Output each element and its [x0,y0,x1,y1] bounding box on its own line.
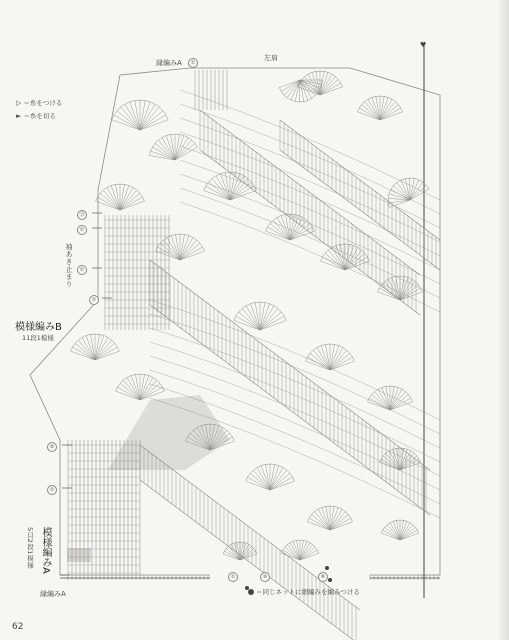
fan-stitch [114,115,140,130]
fan-stitch [400,459,419,470]
fan-stitch [381,459,400,470]
fan-stitch [309,518,330,530]
chain-loop [180,188,440,298]
fan-stitch [270,477,293,490]
row-mark-mid-b: ① [77,225,87,235]
fan-stitch [400,530,417,540]
row-mark-mid-a: ⑬ [77,210,87,220]
open-triangle-icon: ▷ [16,99,22,107]
fan-stitch [140,115,166,130]
fan-stitch [284,80,300,95]
page-number: 62 [12,622,24,632]
fan-stitch [330,357,353,370]
fan-stitch [380,108,401,120]
fan-stitch [236,316,260,330]
armhole-label: 袖あき止まり [65,243,73,288]
fan-stitch [180,247,203,260]
row-mark-top-left: ① [188,58,198,68]
fan-stitch [388,200,410,203]
chain-loop [180,118,440,228]
fan-stitch [117,387,140,400]
fan-stitch [322,257,345,270]
filled-triangle-icon: ► [16,112,22,120]
row-mark-bottom-a: ① [228,572,238,582]
fan-stitch [175,147,198,160]
join-dot [325,566,329,570]
heart-icon: ♥ [420,41,427,49]
join-dot [328,578,332,582]
fan-stitch [359,108,380,120]
fan-stitch [290,227,313,240]
pattern-a-vertical-subtitle: 5目2段1模様 [26,527,34,569]
pattern-b-title: 模様編みB [15,322,62,333]
row-mark-low-c: ① [47,485,57,495]
fan-stitch [267,227,290,240]
fan-stitch [224,551,240,560]
row-mark-mid-c: ① [77,265,87,275]
fan-stitch [120,197,143,210]
row-mark-bottom-b: ⑩ [260,572,270,582]
band-edge [140,480,360,640]
left-shoulder-label: 左肩 [264,54,278,62]
pattern-b-subtitle: 11段1模様 [22,334,54,342]
chain-loop [180,146,440,256]
bottom-note: ＝同じネットに細編みを編みつける [248,587,360,596]
pattern-a-vertical-title: 模様編みA [40,527,51,574]
fan-stitch [175,140,192,160]
filled-dot-icon [248,589,254,595]
shaded-block [108,395,230,470]
legend-cut-yarn: ► ＝糸を切る [16,112,56,120]
fan-stitch [97,197,120,210]
fan-stitch [140,387,163,400]
fan-stitch [72,347,95,360]
chain-loop [180,160,440,270]
edging-a-bottom-label: 縁編みA [40,590,66,598]
row-mark-low-a: ⑩ [47,442,57,452]
fan-stitch [247,477,270,490]
fan-stitch [410,189,429,200]
fan-stitch [330,518,351,530]
fan-stitch [389,200,410,208]
fan-stitch [383,530,400,540]
fan-stitch [307,357,330,370]
row-mark-low-b: ① [89,295,99,305]
fan-stitch [206,186,230,200]
edging-a-top-label: 縁編みA [156,59,182,67]
fan-stitch [95,347,118,360]
fan-stitch [320,83,341,95]
row-mark-bottom-c: ⑧ [318,572,328,582]
fan-stitch [300,550,317,560]
band-edge [200,110,420,275]
fan-stitch [379,288,400,300]
shaded-swatch [67,548,91,562]
legend-attach-yarn: ▷ ＝糸をつける [16,99,63,107]
fan-stitch [260,316,284,330]
book-spine-shadow [497,0,509,640]
